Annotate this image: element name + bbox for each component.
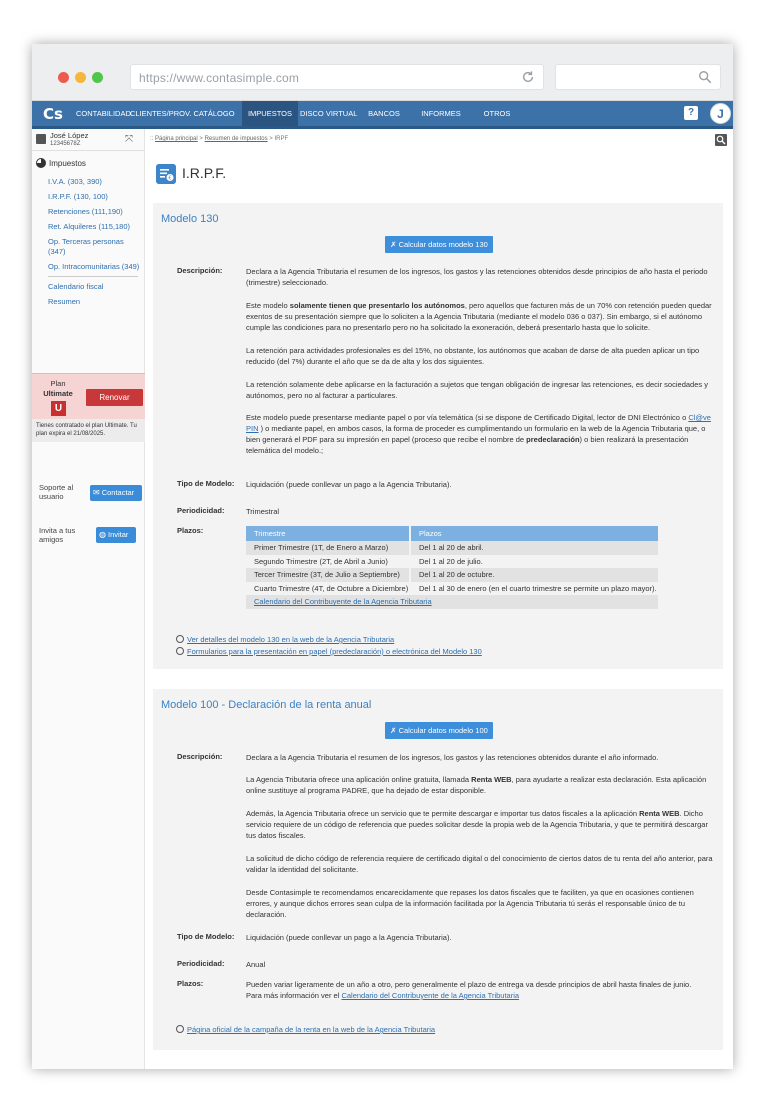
user-name: José López: [50, 131, 89, 140]
nav-contabilidad[interactable]: CONTABILIDAD: [76, 109, 131, 118]
calc-100-label: Calcular datos modelo 100: [398, 726, 488, 735]
modelo-100-title: Modelo 100 - Declaración de la renta anual: [161, 699, 372, 711]
breadcrumb-home[interactable]: Página principal: [155, 136, 198, 142]
switch-company-icon[interactable]: ⤧: [125, 134, 133, 145]
nav-impuestos[interactable]: IMPUESTOS: [242, 101, 298, 126]
content-search-icon[interactable]: [715, 134, 727, 146]
descripcion-p4: La retención solamente debe aplicarse en la facturación a sujetos que tengan obligación de ingresar las retenciones, es decir sociedades y autónomos, pero no al facturar a particulares.: [246, 380, 708, 400]
breadcrumb-prefix: ::: [150, 136, 156, 142]
sidebar-link-ret-alquileres[interactable]: Ret. Alquileres (115,180): [48, 222, 130, 231]
table-cell: Primer Trimestre (1T, de Enero a Marzo): [246, 541, 410, 555]
sidebar: [32, 129, 145, 1069]
calendario-contribuyente-link[interactable]: Calendario del Contribuyente de la Agencia Tributaria: [341, 991, 520, 1000]
section-title: Impuestos: [49, 159, 86, 168]
sidebar-link-resumen[interactable]: Resumen: [48, 297, 81, 306]
table-cell: Del 1 al 20 de abril.: [410, 541, 659, 555]
url-text: https://www.contasimple.com: [139, 71, 300, 85]
breadcrumb-sep: >: [197, 136, 205, 142]
campana-renta-link[interactable]: Página oficial de la campaña de la renta en la web de la Agencia Tributaria: [187, 1025, 436, 1034]
user-box: [32, 129, 145, 151]
label-descripcion: Descripción:: [177, 266, 223, 275]
breadcrumb-current: IRPF: [274, 136, 289, 142]
svg-text:€: €: [168, 175, 172, 182]
label-tipo-modelo: Tipo de Modelo:: [177, 479, 235, 488]
descripcion-p2: Este modelo solamente tienen que presentarlo los autónomos, pero aquellos que facturen más de un 70% con retención pueden quedar exentos de su presentación siempre que lo soliciten a la Agencia Tributaria (mediante el modelo 036 o 037). Sin embargo, si el autónomo cumple las condiciones para no presentarlo pero no ha solicitado la exoneración, deberá presentarlo hasta que lo solicite.: [246, 301, 712, 332]
user-avatar[interactable]: J: [710, 103, 731, 124]
label-plazos: Plazos:: [177, 526, 204, 535]
panel-modelo-100: [153, 689, 723, 1050]
label-tipo-modelo: Tipo de Modelo:: [177, 932, 235, 941]
breadcrumb-summary[interactable]: Resumen de impuestos: [204, 136, 268, 142]
descripcion-p4: La solicitud de dicho código de referencia requiere de certificado digital o del conocimiento de ciertos datos de tu renta del año anterior, para validar la identidad del solicitante.: [246, 854, 713, 874]
modelo-130-title: Modelo 130: [161, 213, 219, 225]
plan-name: Ultimate: [43, 389, 73, 398]
external-link-row: [176, 1025, 435, 1034]
calendario-contribuyente-link[interactable]: Calendario del Contribuyente de la Agencia Tributaria: [254, 597, 432, 607]
globe-icon: [176, 1025, 184, 1033]
contact-button-label: Contactar: [101, 488, 135, 497]
pie-chart-icon: [36, 158, 46, 168]
plan-note: Tienes contratado el plan Ultimate. Tu plan expira el 21/08/2025.: [32, 419, 145, 442]
descripcion-p2: La Agencia Tributaria ofrece una aplicación online gratuita, llamada Renta WEB, para ayudarte a realizar esta declaración. Esta aplicación online sustituye al programa PADRE, que ha dejado de estar disponible.: [246, 775, 707, 795]
sidebar-link-retenciones[interactable]: Retenciones (111,190): [48, 207, 123, 216]
external-link-row: [176, 647, 482, 656]
globe-icon: [176, 647, 184, 655]
descripcion-p5: Este modelo puede presentarse mediante papel o por vía telemática (si se dispone de Certificado Digital, lector de DNI Electrónico o Cl@ve PIN ) o mediante papel, en ambos casos, la forma de proceder es cumplimentando un formulario en la web de la Agencia Tributaria que, o bien generará el PDF para su impresión en papel (proceso que recibe el nombre de predeclaración) o bien realizará la presentación telemática del modelo.;: [246, 413, 711, 455]
renew-button[interactable]: Renovar: [86, 389, 143, 406]
label-descripcion: Descripción:: [177, 752, 223, 761]
help-icon[interactable]: ?: [684, 106, 698, 120]
maximize-window-button[interactable]: [92, 72, 103, 83]
descripcion-p1: Declara a la Agencia Tributaria el resumen de los ingresos, los gastos y las retenciones obtenidos durante el año informado.: [246, 753, 659, 762]
sidebar-link-iva[interactable]: I.V.A. (303, 390): [48, 177, 102, 186]
table-cell: Cuarto Trimestre (4T, de Octubre a Diciembre): [246, 582, 410, 596]
nav-catalogo[interactable]: CATÁLOGO: [193, 109, 235, 118]
table-cell: Del 1 al 30 de enero (en el cuarto trimestre se permite un plazo mayor).: [410, 582, 659, 596]
calculator-icon: ✗: [390, 726, 399, 735]
user-tax-id: 12345678Z: [50, 141, 81, 147]
descripcion-p3: Además, la Agencia Tributaria ofrece un servicio que te permite descargar e importar tus datos fiscales a la aplicación Renta WEB. Dicho servicio requiere de un código de referencia que puedes solicitar desde la propia web de la Agencia Tributaria, y que te permitirá descargar tus datos fiscales.: [246, 809, 708, 840]
contact-button[interactable]: [90, 485, 142, 501]
descripcion-p3: La retención para actividades profesionales es del 15%, no obstante, los autónomos que acaban de darse de alta pueden aplicar un tipo reducido (del 7%) durante el año que se da de alta y los dos siguientes.: [246, 346, 700, 366]
sidebar-link-terceras-personas[interactable]: Op. Terceras personas (347): [48, 237, 124, 256]
plazos-header-plazos: Plazos: [410, 526, 659, 541]
table-row: [246, 555, 659, 569]
browser-search-box[interactable]: [555, 64, 721, 90]
table-cell: Del 1 al 20 de octubre.: [410, 568, 659, 582]
clave-pin-link[interactable]: Cl@ve PIN: [246, 413, 711, 433]
table-cell: Segundo Trimestre (2T, de Abril a Junio): [246, 555, 410, 569]
label-periodicidad: Periodicidad:: [177, 959, 225, 968]
plazos-table: [246, 526, 660, 609]
breadcrumb-sep: >: [267, 136, 275, 142]
table-row: [246, 541, 659, 555]
table-cell: Del 1 al 20 de julio.: [410, 555, 659, 569]
nav-otros[interactable]: OTROS: [483, 109, 511, 118]
table-row: [246, 568, 659, 582]
label-periodicidad: Periodicidad:: [177, 506, 225, 515]
globe-icon: ◍: [99, 530, 106, 539]
breadcrumb: [150, 136, 288, 142]
address-bar[interactable]: [130, 64, 544, 90]
globe-icon: [176, 635, 184, 643]
minimize-window-button[interactable]: [75, 72, 86, 83]
table-row: [246, 595, 659, 609]
invite-button[interactable]: [96, 527, 136, 543]
contasimple-logo[interactable]: Cs: [43, 105, 63, 123]
reload-icon[interactable]: [521, 70, 535, 84]
envelope-icon: ✉: [93, 488, 100, 497]
table-cell: [246, 595, 659, 609]
nav-bancos[interactable]: BANCOS: [368, 109, 400, 118]
tax-document-icon: [156, 164, 176, 184]
calc-100-button[interactable]: [385, 722, 493, 739]
section-impuestos: [36, 158, 86, 168]
nav-clientes-prov[interactable]: CLIENTES/PROV.: [130, 109, 192, 118]
external-link-row: [176, 635, 394, 644]
plan-box: [32, 373, 145, 419]
invite-label: Invita a tus amigos: [39, 526, 76, 544]
periodicidad: Anual: [246, 960, 266, 969]
sidebar-link-intracomunitarias[interactable]: Op. Intracomunitarias (349): [48, 262, 140, 271]
plan-badge: U: [51, 401, 66, 416]
tipo-modelo: Liquidación (puede conllevar un pago a la Agencia Tributaria).: [246, 933, 452, 942]
table-row: [246, 582, 659, 596]
browser-window: [32, 44, 733, 1069]
plazos-header-trimestre: Trimestre: [246, 526, 410, 541]
plan-word: Plan: [50, 379, 66, 388]
formularios-130-link[interactable]: Formularios para la presentación en papel (predeclaración) o electrónica del Modelo 130: [187, 647, 482, 656]
calc-130-label: Calcular datos modelo 130: [398, 240, 488, 249]
sidebar-link-calendario[interactable]: Calendario fiscal: [48, 282, 104, 291]
browser-toolbar: [32, 44, 733, 101]
close-window-button[interactable]: [58, 72, 69, 83]
descripcion-p5: Desde Contasimple te recomendamos encarecidamente que repases los datos fiscales que te faciliten, ya que en ocasiones contienen errores, y aunque dichos errores sean culpa de la información facilitada por la Agencia Tributaria tú serás el responsable único de tu declaración.: [246, 888, 694, 919]
nav-disco-virtual[interactable]: DISCO VIRTUAL: [300, 109, 358, 118]
calculator-icon: ✗: [390, 240, 399, 249]
main-nav: [32, 101, 733, 129]
plazos-text: Pueden variar ligeramente de un año a otro, pero generalmente el plazo de entrega va desde principios de abril hasta finales de junio. Para más información ver el Calendario del Contribuyente de la Agencia Tributaria: [246, 980, 692, 1000]
page-title: I.R.P.F.: [182, 165, 227, 181]
periodicidad: Trimestral: [246, 507, 280, 516]
calc-130-button[interactable]: [385, 236, 493, 253]
invite-button-label: Invitar: [107, 530, 129, 539]
search-icon[interactable]: [698, 70, 712, 84]
label-plazos: Plazos:: [177, 979, 204, 988]
tipo-modelo: Liquidación (puede conllevar un pago a la Agencia Tributaria).: [246, 480, 452, 489]
table-cell: Tercer Trimestre (3T, de Julio a Septiembre): [246, 568, 410, 582]
nav-informes[interactable]: INFORMES: [421, 109, 461, 118]
ver-detalles-130-link[interactable]: Ver detalles del modelo 130 en la web de la Agencia Tributaria: [187, 635, 395, 644]
support-label: Soporte al usuario: [39, 483, 74, 501]
panel-modelo-130: [153, 203, 723, 669]
descripcion-p1: Declara a la Agencia Tributaria el resumen de los ingresos, los gastos y las retenciones obtenidos desde principios de año hasta el periodo (trimestre) seleccionado.: [246, 267, 708, 287]
sidebar-link-irpf[interactable]: I.R.P.F. (130, 100): [48, 192, 108, 201]
user-card-icon: [36, 134, 46, 144]
sidebar-divider: [48, 276, 138, 277]
